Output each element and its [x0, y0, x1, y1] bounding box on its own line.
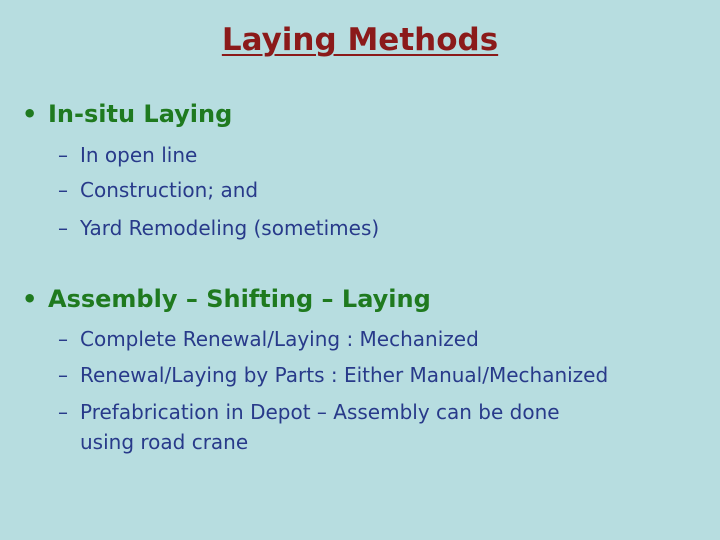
sub-item [58, 140, 708, 170]
dash-icon: – [58, 143, 68, 167]
dash-icon: – [58, 327, 68, 351]
sub-item [58, 324, 708, 354]
bullet-heading-assembly [22, 283, 431, 315]
sub-item-text: Renewal/Laying by Parts : Either Manual/Mechanized [80, 363, 609, 387]
sub-item [58, 213, 708, 243]
sub-item-text: Construction; and [80, 178, 259, 202]
sub-item-text: Prefabrication in Depot – Assembly can be done [80, 400, 560, 424]
dash-icon: – [58, 216, 68, 240]
dash-icon: – [58, 178, 68, 202]
sub-item-text: In open line [80, 143, 198, 167]
sub-item-text: Complete Renewal/Laying : Mechanized [80, 327, 479, 351]
sub-item-text-continued: using road crane [80, 430, 249, 454]
sub-item [58, 360, 708, 390]
sub-item [58, 175, 708, 205]
bullet-icon: • [22, 285, 38, 313]
heading-text: In-situ Laying [48, 100, 233, 128]
dash-icon: – [58, 400, 68, 424]
dash-icon: – [58, 363, 68, 387]
slide-title: Laying Methods [221, 22, 499, 58]
sub-item-text: Yard Remodeling (sometimes) [80, 216, 380, 240]
bullet-icon: • [22, 100, 38, 128]
bullet-heading-in-situ [22, 98, 232, 130]
heading-text: Assembly – Shifting – Laying [48, 285, 431, 313]
sub-item [58, 397, 708, 457]
